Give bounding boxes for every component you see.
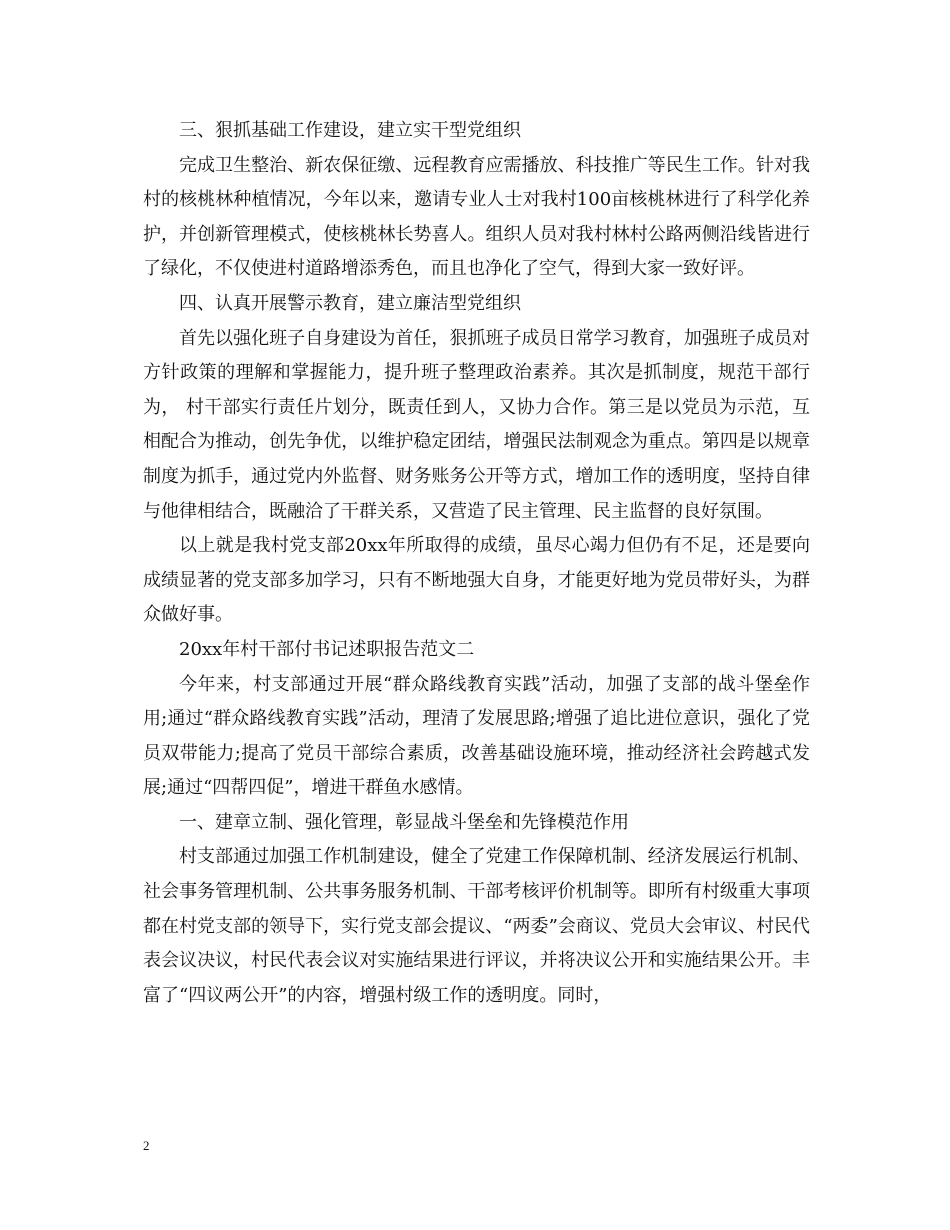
section-heading: 四、认真开展警示教育，建立廉洁型党组织: [179, 292, 521, 314]
page-number: 2: [143, 1138, 150, 1153]
body-paragraph: 今年来，村支部通过开展“群众路线教育实践”活动，加强了支部的战斗堡垒作用;通过“群众路线教育实践”活动，理清了发展思路;增强了追比进位意识，强化了党员双带能力;提高了党员干部综合素质，改善基础设施环境，推动经济社会跨越式发展;通过“四帮四促”，增进干群鱼水感情。: [143, 673, 810, 799]
section-heading: 一、建章立制、强化管理，彰显战斗堡垒和先锋模范作用: [179, 811, 629, 833]
document-subtitle: 20xx年村干部付书记述职报告范文二: [179, 638, 475, 660]
document-body: [143, 114, 810, 1013]
body-paragraph: 首先以强化班子自身建设为首任，狠抓班子成员日常学习教育，加强班子成员对方针政策的理解和掌握能力，提升班子整理政治素养。其次是抓制度，规范干部行为， 村干部实行责任片划分，既责任到人，又协力合作。第三是以党员为示范，互相配合为推动，创先争优，以维护稳定团结，增强民法制观念为重点。第四是以规章制度为抓手，通过党内外监督、财务账务公开等方式，增加工作的透明度，坚持自律与他律相结合，既融洽了干群关系，又营造了民主管理、民主监督的良好氛围。: [143, 327, 810, 522]
body-paragraph: 完成卫生整治、新农保征缴、远程教育应需播放、科技推广等民生工作。针对我村的核桃林种植情况，今年以来，邀请专业人士对我村100亩核桃林进行了科学化养护，并创新管理模式，使核桃林长势喜人。组织人员对我村林村公路两侧沿线皆进行了绿化，不仅使进村道路增添秀色，而且也净化了空气，得到大家一致好评。: [143, 154, 810, 280]
body-paragraph: 以上就是我村党支部20xx年所取得的成绩，虽尽心竭力但仍有不足，还是要向成绩显著的党支部多加学习，只有不断地强大自身，才能更好地为党员带好头，为群众做好事。: [143, 535, 810, 626]
body-paragraph: 村支部通过加强工作机制建设，健全了党建工作保障机制、经济发展运行机制、社会事务管理机制、公共事务服务机制、干部考核评价机制等。即所有村级重大事项都在村党支部的领导下，实行党支部会提议、“两委”会商议、党员大会审议、村民代表会议决议，村民代表会议对实施结果进行评议，并将决议公开和实施结果公开。丰富了“四议两公开”的内容，增强村级工作的透明度。同时，: [143, 846, 810, 1006]
section-heading: 三、狠抓基础工作建设，建立实干型党组织: [179, 120, 521, 141]
